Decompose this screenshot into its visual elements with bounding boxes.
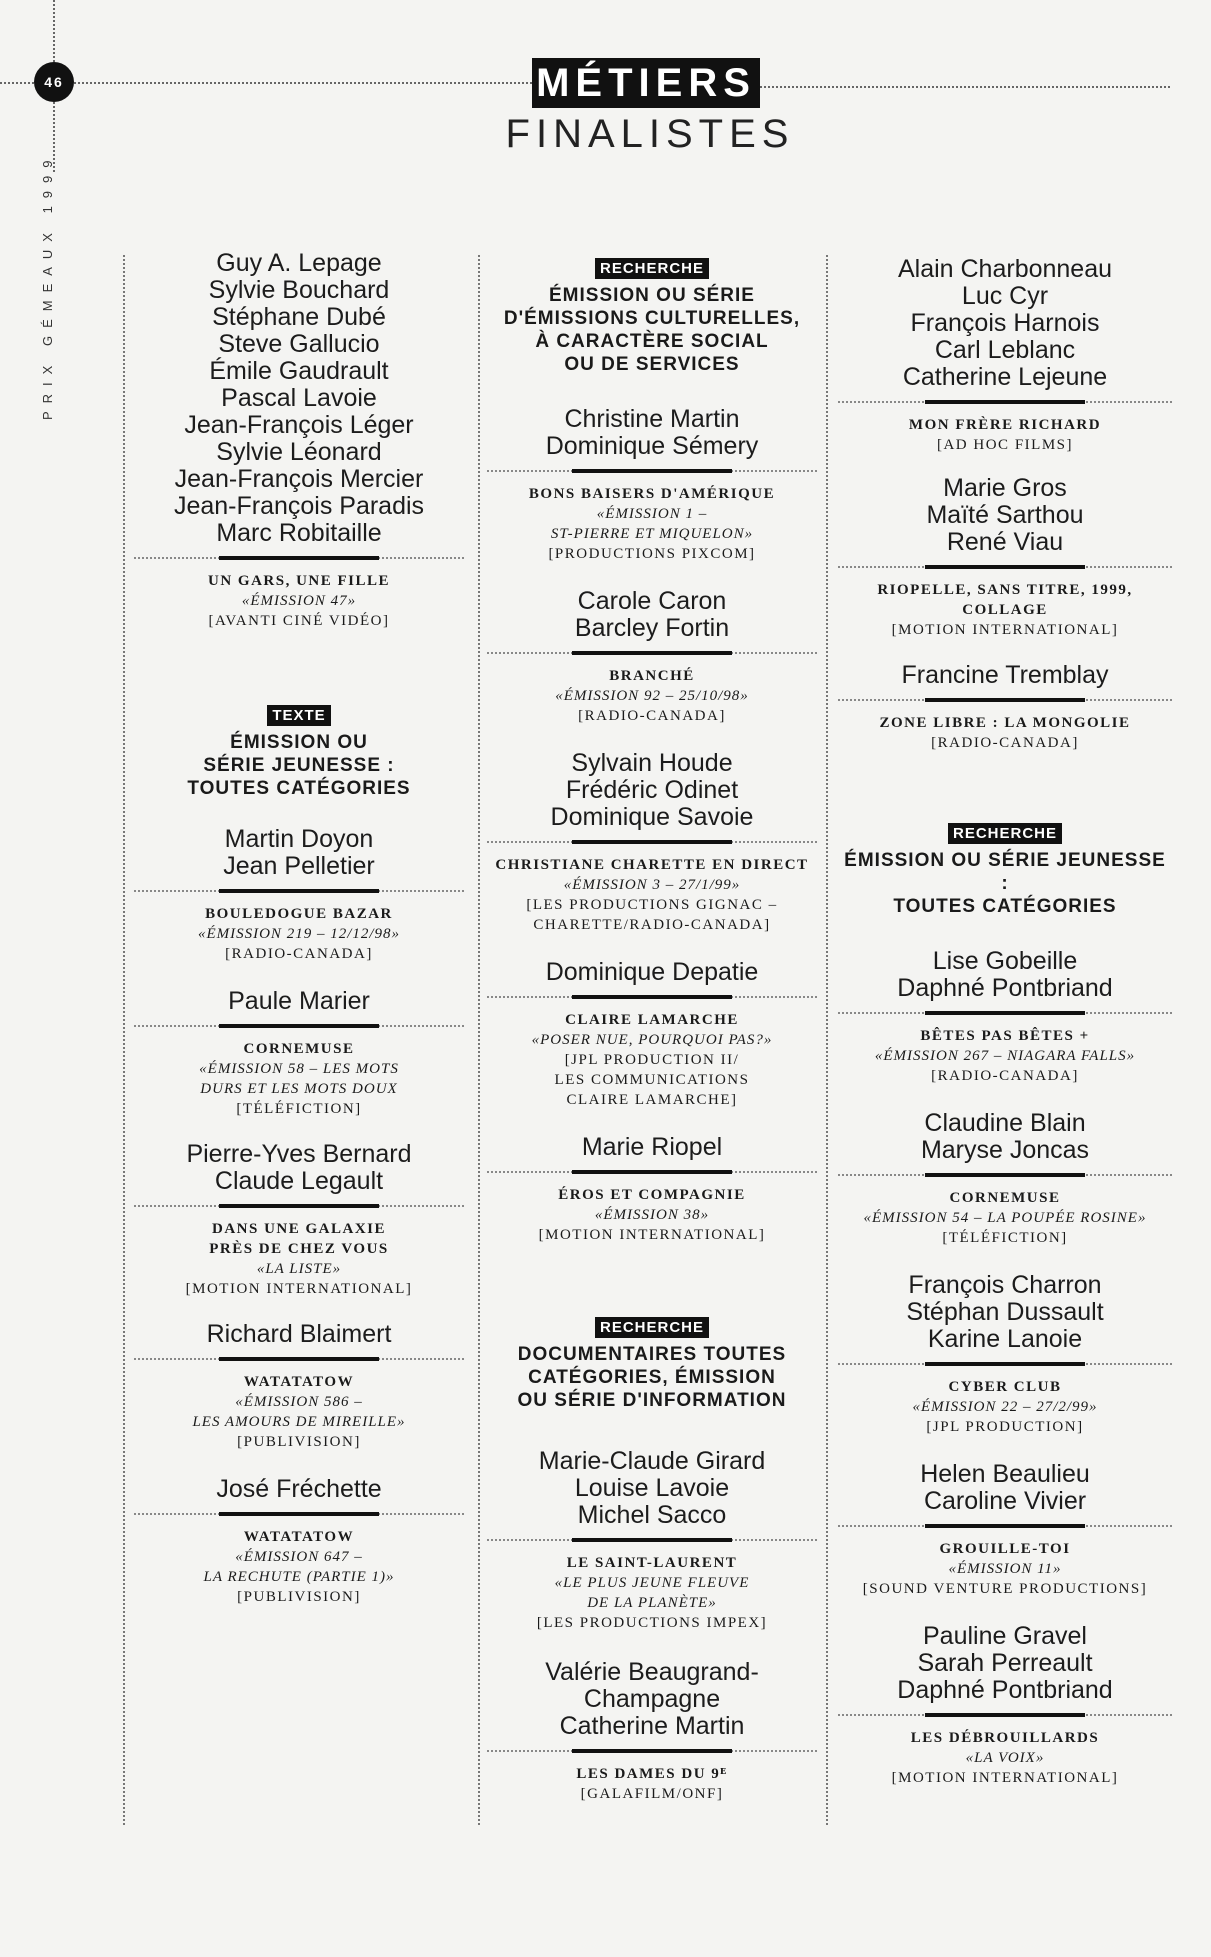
category-tag: RECHERCHE [595, 258, 709, 279]
show-title: MON FRÈRE RICHARD [908, 417, 1102, 433]
episode: «ÉMISSION 58 – LES MOTS [199, 1061, 399, 1077]
producer: CLAIRE LAMARCHE] [566, 1092, 738, 1108]
nominee-group [487, 750, 817, 935]
category-title [487, 1343, 817, 1412]
nominee-name: Dominique Savoie [550, 803, 754, 831]
producer: [RADIO-CANADA] [931, 735, 1079, 751]
page-number: 46 [34, 62, 74, 102]
show-title: ÉROS ET COMPAGNIE [558, 1187, 746, 1203]
nominee-name: Jean-François Mercier [174, 465, 424, 493]
producer: [LES PRODUCTIONS IMPEX] [536, 1615, 768, 1631]
column-separator [123, 255, 125, 1825]
nominee-group [487, 1134, 817, 1245]
category-title [487, 284, 817, 376]
nominee-names [487, 1659, 817, 1740]
nominee-name: Barcley Fortin [574, 614, 730, 642]
nominee-names [134, 1321, 464, 1348]
page-title: MÉTIERS [532, 58, 760, 108]
nominee-name: René Viau [946, 528, 1064, 556]
divider [487, 466, 817, 476]
nominee-names [838, 1461, 1172, 1515]
dotted-rule [53, 0, 55, 62]
nominee-name: Champagne [583, 1685, 721, 1713]
show-title: RIOPELLE, SANS TITRE, 1999, COLLAGE [877, 582, 1133, 618]
nominee-names [487, 406, 817, 460]
episode: «LA VOIX» [965, 1750, 1045, 1766]
category-line: ÉMISSION OU [230, 732, 368, 753]
episode: «ÉMISSION 219 – 12/12/98» [197, 926, 401, 942]
episode: «LE PLUS JEUNE FLEUVE [554, 1575, 750, 1591]
nominee-name: Sylvie Léonard [216, 438, 382, 466]
producer: [RADIO-CANADA] [931, 1068, 1079, 1084]
nominee-name: Jean-François Paradis [173, 492, 425, 520]
producer: [TÉLÉFICTION] [236, 1101, 362, 1117]
nominee-name: José Fréchette [216, 1475, 382, 1503]
episode: «POSER NUE, POURQUOI PAS?» [531, 1032, 773, 1048]
category-line: ÉMISSION OU SÉRIE [549, 285, 755, 306]
show-title: BOULEDOGUE BAZAR [205, 906, 393, 922]
category-tag: RECHERCHE [595, 1317, 709, 1338]
divider [838, 1710, 1172, 1720]
nominee-group [838, 475, 1172, 640]
category-line: CATÉGORIES, ÉMISSION [528, 1367, 776, 1388]
nominee-name: Daphné Pontbriand [897, 974, 1113, 1002]
producer: [PRODUCTIONS PIXCOM] [548, 546, 756, 562]
divider [838, 1359, 1172, 1369]
show-title: PRÈS DE CHEZ VOUS [209, 1241, 389, 1257]
nominee-name: Richard Blaimert [206, 1320, 392, 1348]
show-title: BÊTES PAS BÊTES + [920, 1028, 1090, 1044]
episode: «ÉMISSION 267 – NIAGARA FALLS» [874, 1048, 1136, 1064]
episode: «ÉMISSION 92 – 25/10/98» [555, 688, 749, 704]
producer: [JPL PRODUCTION] [926, 1419, 1084, 1435]
show-title: WATATATOW [243, 1529, 355, 1545]
nominee-names [134, 826, 464, 880]
nominee-name: Carl Leblanc [934, 336, 1076, 364]
nominee-names [134, 1141, 464, 1195]
nominee-name: Karine Lanoie [927, 1325, 1083, 1353]
nominee-name: François Charron [908, 1271, 1102, 1299]
nominee-name: Marie Riopel [581, 1133, 723, 1161]
divider [134, 553, 464, 563]
episode: DE LA PLANÈTE» [587, 1595, 717, 1611]
nominee-names [134, 250, 464, 547]
nominee-name: Marie Gros [943, 474, 1067, 502]
nominee-group [838, 1461, 1172, 1599]
nominee-name: Helen Beaulieu [920, 1460, 1090, 1488]
nominee-group [838, 1272, 1172, 1437]
nominee-group [487, 1659, 817, 1804]
divider [487, 1746, 817, 1756]
nominee-group [838, 662, 1172, 753]
episode: «ÉMISSION 38» [594, 1207, 710, 1223]
nominee-names [134, 1476, 464, 1503]
nominee-group [134, 250, 464, 631]
divider [487, 1535, 817, 1545]
producer: [MOTION INTERNATIONAL] [538, 1227, 766, 1243]
nominee-name: Maryse Joncas [920, 1136, 1090, 1164]
nominee-group [134, 1141, 464, 1299]
nominee-name: François Harnois [910, 309, 1100, 337]
show-title: LE SAINT-LAURENT [566, 1555, 738, 1571]
nominee-group [487, 1448, 817, 1633]
nominee-name: Carole Caron [577, 587, 727, 615]
show-title: CORNEMUSE [243, 1041, 355, 1057]
divider [838, 1521, 1172, 1531]
nominee-name: Sarah Perreault [917, 1649, 1093, 1677]
divider [487, 837, 817, 847]
category-tag: TEXTE [267, 705, 330, 726]
show-title: DANS UNE GALAXIE [211, 1221, 387, 1237]
side-caption: PRIX GÉMEAUX 1999 [40, 152, 55, 420]
page-subtitle: FINALISTES [505, 112, 795, 156]
nominee-names [838, 1110, 1172, 1164]
producer: [RADIO-CANADA] [578, 708, 726, 724]
nominee-name: Caroline Vivier [923, 1487, 1087, 1515]
nominee-names [838, 948, 1172, 1002]
show-title: UN GARS, UNE FILLE [207, 573, 391, 589]
nominee-names [838, 475, 1172, 556]
nominee-names [134, 988, 464, 1015]
nominee-names [838, 662, 1172, 689]
show-title: LES DAMES DU 9ᴱ [576, 1766, 728, 1782]
category-line: À CARACTÈRE SOCIAL [535, 331, 769, 352]
nominee-name: Maïté Sarthou [926, 501, 1084, 529]
nominee-names [487, 750, 817, 831]
episode: «LA LISTE» [256, 1261, 342, 1277]
category-heading [134, 705, 464, 800]
column-2 [487, 258, 817, 1804]
show-title: LES DÉBROUILLARDS [910, 1730, 1100, 1746]
nominee-name: Claudine Blain [924, 1109, 1086, 1137]
nominee-name: Émile Gaudrault [209, 357, 389, 385]
nominee-name: Dominique Depatie [545, 958, 759, 986]
episode: «ÉMISSION 586 – [235, 1394, 363, 1410]
nominee-name: Sylvain Houde [571, 749, 733, 777]
nominee-name: Louise Lavoie [574, 1474, 730, 1502]
producer: [TÉLÉFICTION] [942, 1230, 1068, 1246]
nominee-name: Luc Cyr [961, 282, 1049, 310]
dotted-rule [760, 86, 1170, 88]
show-title: GROUILLE-TOI [939, 1541, 1071, 1557]
nominee-name: Catherine Lejeune [902, 363, 1108, 391]
nominee-group [838, 1623, 1172, 1788]
divider [134, 1021, 464, 1031]
nominee-names [487, 959, 817, 986]
divider [134, 1354, 464, 1364]
nominee-group [487, 406, 817, 564]
divider [838, 562, 1172, 572]
nominee-names [838, 1623, 1172, 1704]
nominee-name: Frédéric Odinet [565, 776, 739, 804]
nominee-group [134, 1476, 464, 1607]
category-line: SÉRIE JEUNESSE : [203, 755, 395, 776]
nominee-name: Pascal Lavoie [221, 384, 377, 412]
nominee-names [838, 256, 1172, 391]
nominee-group [134, 1321, 464, 1452]
producer: [MOTION INTERNATIONAL] [185, 1281, 413, 1297]
nominee-names [487, 1134, 817, 1161]
category-line: ÉMISSION OU SÉRIE JEUNESSE : [844, 850, 1166, 894]
nominee-name: Catherine Martin [559, 1712, 745, 1740]
column-separator [826, 255, 828, 1825]
divider [487, 992, 817, 1002]
nominee-name: Sylvie Bouchard [208, 276, 390, 304]
episode: DURS ET LES MOTS DOUX [200, 1081, 398, 1097]
nominee-name: Stéphane Dubé [212, 303, 386, 331]
dotted-rule [0, 82, 34, 84]
show-title: CLAIRE LAMARCHE [565, 1012, 739, 1028]
producer: [SOUND VENTURE PRODUCTIONS] [862, 1581, 1148, 1597]
show-title: BRANCHÉ [609, 668, 695, 684]
episode: «ÉMISSION 54 – LA POUPÉE ROSINE» [863, 1210, 1147, 1226]
nominee-name: Michel Sacco [577, 1501, 727, 1529]
divider [487, 1167, 817, 1177]
producer: LES COMMUNICATIONS [554, 1072, 750, 1088]
show-title: CYBER CLUB [948, 1379, 1062, 1395]
divider [838, 695, 1172, 705]
category-line: DOCUMENTAIRES TOUTES [517, 1344, 787, 1365]
episode: ST-PIERRE ET MIQUELON» [550, 526, 754, 542]
producer: [MOTION INTERNATIONAL] [891, 622, 1119, 638]
nominee-group [487, 959, 817, 1110]
nominee-names [487, 1448, 817, 1529]
divider [838, 397, 1172, 407]
producer: CHARETTE/RADIO-CANADA] [533, 917, 771, 933]
producer: [AVANTI CINÉ VIDÉO] [208, 613, 390, 629]
producer: [RADIO-CANADA] [225, 946, 373, 962]
category-title [134, 731, 464, 800]
divider [838, 1170, 1172, 1180]
category-line: OU DE SERVICES [564, 354, 740, 375]
category-line: D'ÉMISSIONS CULTURELLES, [503, 308, 801, 329]
show-title: BONS BAISERS D'AMÉRIQUE [528, 486, 776, 502]
divider [134, 886, 464, 896]
episode: «ÉMISSION 3 – 27/1/99» [563, 877, 741, 893]
episode: «ÉMISSION 47» [241, 593, 357, 609]
producer: [GALAFILM/ONF] [580, 1786, 724, 1802]
nominee-name: Paule Marier [228, 987, 370, 1015]
divider [487, 648, 817, 658]
episode: «ÉMISSION 11» [948, 1561, 1062, 1577]
producer: [JPL PRODUCTION II/ [564, 1052, 740, 1068]
nominee-name: Francine Tremblay [901, 661, 1109, 689]
nominee-names [487, 588, 817, 642]
nominee-name: Stéphan Dussault [906, 1298, 1104, 1326]
nominee-name: Claude Legault [214, 1167, 384, 1195]
nominee-group [134, 826, 464, 964]
episode: «ÉMISSION 22 – 27/2/99» [912, 1399, 1098, 1415]
show-title: ZONE LIBRE : LA MONGOLIE [879, 715, 1131, 731]
episode: «ÉMISSION 647 – [235, 1549, 363, 1565]
nominee-name: Jean-François Léger [184, 411, 414, 439]
nominee-group [838, 1110, 1172, 1248]
category-heading [487, 258, 817, 376]
producer: [LES PRODUCTIONS GIGNAC – [526, 897, 778, 913]
nominee-name: Martin Doyon [224, 825, 374, 853]
divider [134, 1201, 464, 1211]
nominee-name: Pauline Gravel [923, 1622, 1087, 1650]
category-tag: RECHERCHE [948, 823, 1062, 844]
column-3 [838, 256, 1172, 1788]
producer: [PUBLIVISION] [237, 1589, 361, 1605]
nominee-name: Marie-Claude Girard [538, 1447, 766, 1475]
show-title: CORNEMUSE [949, 1190, 1061, 1206]
nominee-name: Daphné Pontbriand [897, 1676, 1113, 1704]
divider [134, 1509, 464, 1519]
column-1 [134, 250, 464, 1607]
show-title: CHRISTIANE CHARETTE EN DIRECT [495, 857, 809, 873]
dotted-rule [74, 82, 532, 84]
nominee-name: Christine Martin [564, 405, 740, 433]
producer: [PUBLIVISION] [237, 1434, 361, 1450]
nominee-name: Valérie Beaugrand- [545, 1658, 759, 1686]
category-title [838, 849, 1172, 918]
nominee-name: Steve Gallucio [218, 330, 380, 358]
episode: LES AMOURS DE MIREILLE» [192, 1414, 406, 1430]
nominee-name: Guy A. Lepage [216, 249, 382, 277]
show-title: WATATATOW [243, 1374, 355, 1390]
producer: [AD HOC FILMS] [936, 437, 1073, 453]
divider [838, 1008, 1172, 1018]
nominee-name: Lise Gobeille [932, 947, 1078, 975]
column-separator [478, 255, 480, 1825]
producer: [MOTION INTERNATIONAL] [891, 1770, 1119, 1786]
category-line: OU SÉRIE D'INFORMATION [517, 1390, 787, 1411]
episode: «ÉMISSION 1 – [596, 506, 708, 522]
nominee-group [838, 256, 1172, 455]
category-line: TOUTES CATÉGORIES [893, 896, 1117, 917]
nominee-name: Pierre-Yves Bernard [186, 1140, 412, 1168]
category-heading [838, 823, 1172, 918]
nominee-names [838, 1272, 1172, 1353]
category-line: TOUTES CATÉGORIES [187, 778, 411, 799]
nominee-group [838, 948, 1172, 1086]
nominee-name: Alain Charbonneau [897, 255, 1113, 283]
nominee-name: Dominique Sémery [545, 432, 759, 460]
nominee-name: Jean Pelletier [223, 852, 375, 880]
nominee-name: Marc Robitaille [216, 519, 382, 547]
category-heading [487, 1317, 817, 1412]
nominee-group [487, 588, 817, 726]
nominee-group [134, 988, 464, 1119]
episode: LA RECHUTE (PARTIE 1)» [203, 1569, 395, 1585]
